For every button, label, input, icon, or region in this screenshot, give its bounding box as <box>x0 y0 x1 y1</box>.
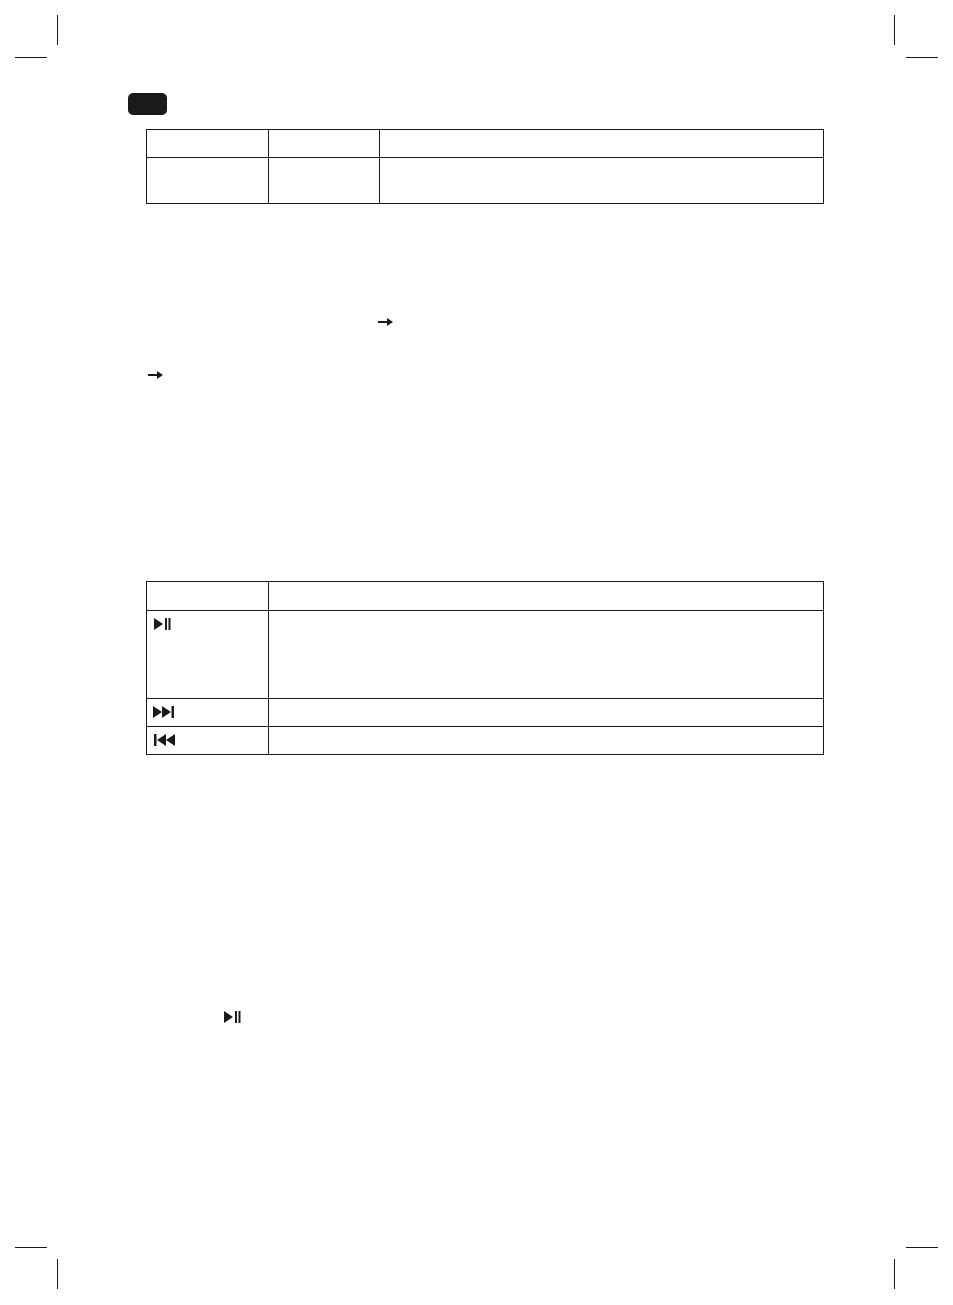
footer-text <box>0 1298 200 1305</box>
table-cell <box>269 611 824 699</box>
arrow-right-icon <box>148 370 164 380</box>
table-cell <box>269 158 380 204</box>
crop-mark <box>15 57 47 58</box>
table-cell <box>269 582 824 611</box>
table-cell <box>380 130 824 158</box>
previous-track-icon <box>153 734 175 746</box>
crop-mark <box>906 1247 938 1248</box>
table-cell <box>269 699 824 727</box>
table-cell <box>147 130 269 158</box>
crop-mark <box>894 15 895 45</box>
crop-mark <box>906 57 938 58</box>
play-pause-icon <box>153 618 171 630</box>
table-row <box>147 727 824 755</box>
crop-mark <box>57 1259 58 1289</box>
table-row <box>147 611 824 699</box>
crop-mark <box>15 1247 47 1248</box>
language-tab <box>128 93 167 115</box>
arrow-right-icon <box>378 317 394 327</box>
table-cell <box>147 699 269 727</box>
play-pause-icon <box>223 1011 241 1023</box>
controls-table <box>146 581 824 755</box>
table-row <box>147 130 824 158</box>
table-row <box>147 699 824 727</box>
table-cell <box>147 582 269 611</box>
table-cell <box>269 727 824 755</box>
next-track-icon <box>153 706 175 718</box>
crop-mark <box>57 15 58 45</box>
table-cell <box>269 130 380 158</box>
table-cell <box>147 611 269 699</box>
crop-mark <box>894 1259 895 1289</box>
table-cell <box>147 727 269 755</box>
table-cell <box>380 158 824 204</box>
table-row <box>147 582 824 611</box>
spec-table <box>146 129 824 204</box>
table-row <box>147 158 824 204</box>
table-cell <box>147 158 269 204</box>
